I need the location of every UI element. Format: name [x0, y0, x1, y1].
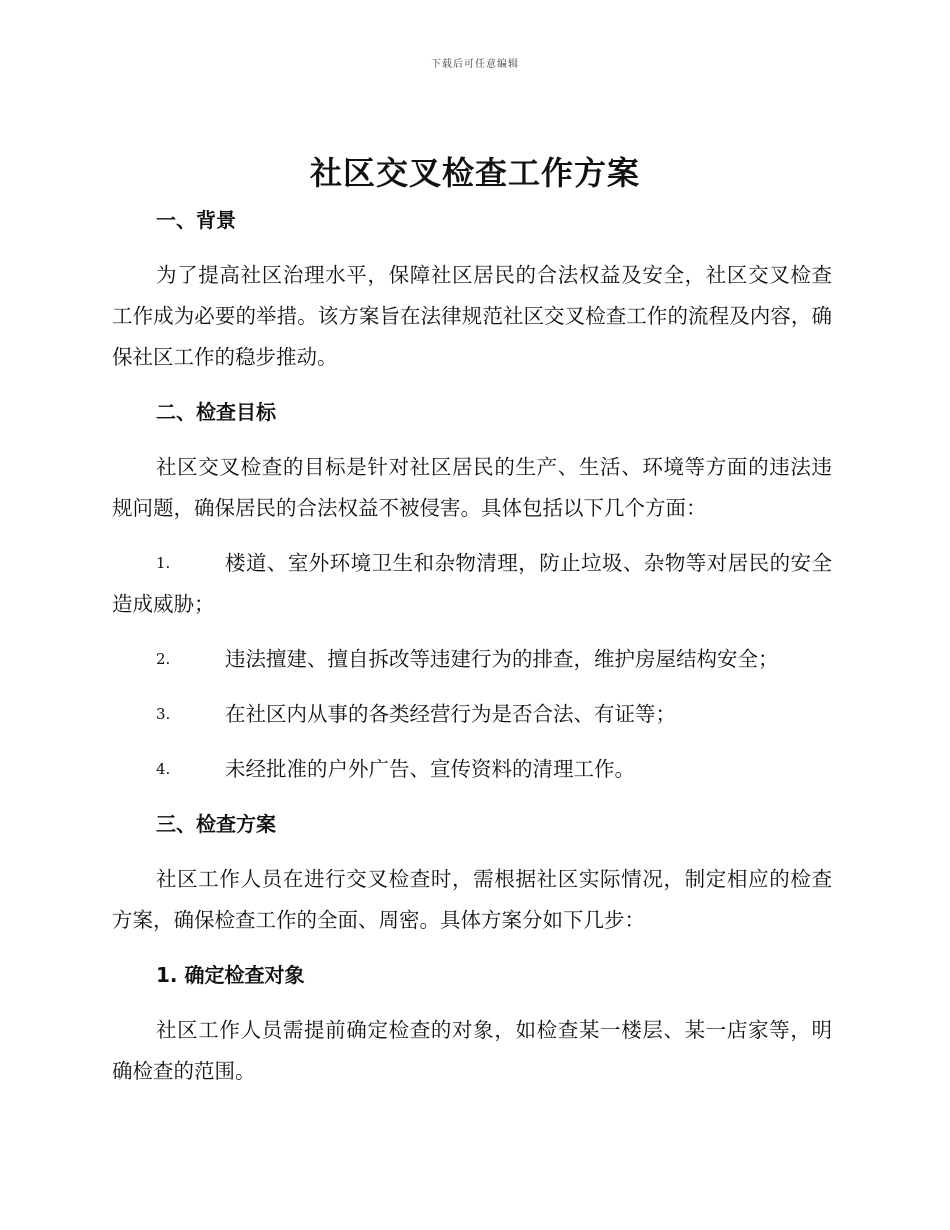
- sub-heading-determine-target: 1. 确定检查对象: [156, 963, 305, 987]
- list-number: 2.: [156, 650, 171, 668]
- paragraph-background: 为了提高社区治理水平，保障社区居民的合法权益及安全，社区交叉检查工作成为必要的举措。该方案旨在法律规范社区交叉检查工作的流程及内容，确保社区工作的稳步推动。: [112, 263, 832, 369]
- section-heading-background: 一、背景: [156, 208, 236, 232]
- list-item: [112, 639, 832, 680]
- paragraph-determine-target: 社区工作人员需提前确定检查的对象，如检查某一楼层、某一店家等，明确检查的范围。: [112, 1018, 832, 1083]
- list-item: [112, 543, 832, 625]
- paragraph-goals: 社区交叉检查的目标是针对社区居民的生产、生活、环境等方面的违法违规问题，确保居民的合法权益不被侵害。具体包括以下几个方面：: [112, 455, 832, 520]
- list-item-text: 在社区内从事的各类经营行为是否合法、有证等；: [225, 702, 676, 726]
- list-item: [112, 694, 832, 735]
- list-item-text: 违法擅建、擅自拆改等违建行为的排查，维护房屋结构安全；: [225, 647, 779, 671]
- section-heading-plan: 三、检查方案: [156, 812, 276, 836]
- list-item: [112, 749, 832, 790]
- paragraph-plan: 社区工作人员在进行交叉检查时，需根据社区实际情况，制定相应的检查方案，确保检查工作的全面、周密。具体方案分如下几步：: [112, 867, 832, 932]
- list-item-text: 未经批准的户外广告、宣传资料的清理工作。: [225, 757, 635, 781]
- document-title: 社区交叉检查工作方案: [309, 154, 640, 192]
- header-note: 下载后可任意编辑: [431, 59, 519, 70]
- document-body: [112, 200, 832, 1092]
- list-item-text: 楼道、室外环境卫生和杂物清理，防止垃圾、杂物等对居民的安全造成威胁；: [112, 551, 832, 616]
- section-heading-goals: 二、检查目标: [156, 400, 276, 424]
- list-number: 3.: [156, 705, 171, 723]
- list-number: 1.: [156, 554, 171, 572]
- list-number: 4.: [156, 760, 171, 778]
